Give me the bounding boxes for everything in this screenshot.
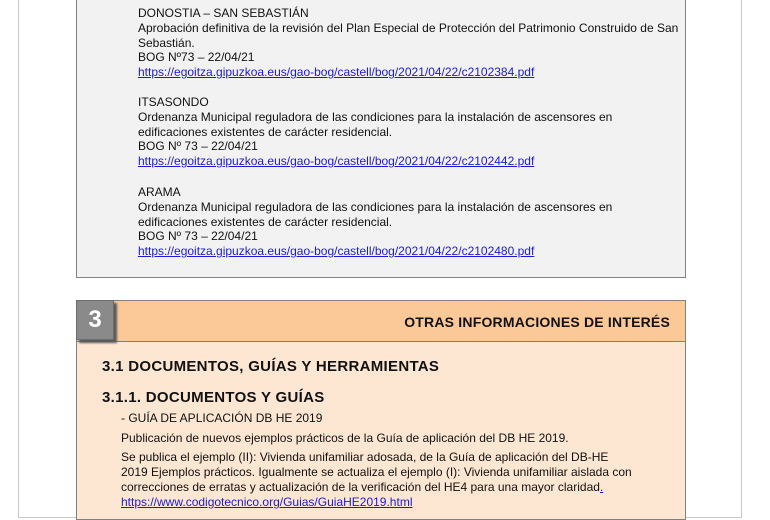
- entry-description-cont: edificaciones existentes de carácter residencial.: [138, 124, 393, 139]
- guide-link[interactable]: https://www.codigotecnico.org/Guias/GuiaHE2019.html: [121, 495, 413, 509]
- section-3-box: [76, 300, 686, 520]
- paragraph-2: [121, 450, 632, 510]
- entry-link[interactable]: https://egoitza.gipuzkoa.eus/gao-bog/castell/bog/2021/04/22/c2102384.pdf: [138, 65, 535, 80]
- entry-municipality: ARAMA: [138, 185, 181, 199]
- entry-municipality: ITSASONDO: [138, 95, 209, 109]
- entry-donostia: [138, 6, 678, 80]
- paragraph-2-line-3: [121, 480, 632, 495]
- item-title: - GUÍA DE APLICACIÓN DB HE 2019: [121, 411, 323, 425]
- section-title: OTRAS INFORMACIONES DE INTERÉS: [404, 314, 670, 330]
- subheading-documentos-y-guias: 3.1.1. DOCUMENTOS Y GUÍAS: [102, 389, 325, 406]
- paragraph-1: Publicación de nuevos ejemplos prácticos de la Guía de aplicación del DB HE 2019.: [121, 431, 569, 445]
- entry-description: Ordenanza Municipal reguladora de las condiciones para la instalación de ascensores en: [138, 199, 613, 214]
- paragraph-2-line-2: 2019 Ejemplos prácticos. Igualmente se actualiza el ejemplo (I): Vivienda unifamiliar aislada con: [121, 465, 632, 479]
- entry-itsasondo: [138, 95, 612, 169]
- paragraph-2-line-1: Se publica el ejemplo (II): Vivienda unifamiliar adosada, de la Guía de aplicación del DB-HE: [121, 450, 609, 464]
- section-number-badge: 3: [76, 300, 114, 340]
- entry-description: Ordenanza Municipal reguladora de las condiciones para la instalación de ascensores en: [138, 109, 613, 124]
- entry-bulletin: BOG Nº 73 – 22/04/21: [138, 229, 258, 244]
- entry-bulletin: BOG Nº73 – 22/04/21: [138, 50, 255, 65]
- entry-description-cont: edificaciones existentes de carácter residencial.: [138, 214, 393, 229]
- subheading-documentos-guias-herramientas: 3.1 DOCUMENTOS, GUÍAS Y HERRAMIENTAS: [102, 358, 440, 375]
- entry-link[interactable]: https://egoitza.gipuzkoa.eus/gao-bog/castell/bog/2021/04/22/c2102480.pdf: [138, 244, 535, 259]
- entry-description-cont: Sebastián.: [138, 35, 195, 50]
- paragraph-2-line-3-text: correcciones de erratas y actualización de la verificación del HE4 para una mayor claridad: [121, 480, 600, 494]
- bulletin-list-box: [76, 0, 686, 278]
- entry-municipality: DONOSTIA – SAN SEBASTIÁN: [138, 6, 309, 20]
- entry-description: Aprobación definitiva de la revisión del Plan Especial de Protección del Patrimonio Construido de San: [138, 20, 679, 35]
- section-header: [77, 301, 685, 342]
- trailing-period-link[interactable]: .: [599, 480, 604, 494]
- entry-bulletin: BOG Nº 73 – 22/04/21: [138, 139, 258, 154]
- entry-arama: [138, 185, 612, 259]
- entry-link[interactable]: https://egoitza.gipuzkoa.eus/gao-bog/castell/bog/2021/04/22/c2102442.pdf: [138, 154, 535, 169]
